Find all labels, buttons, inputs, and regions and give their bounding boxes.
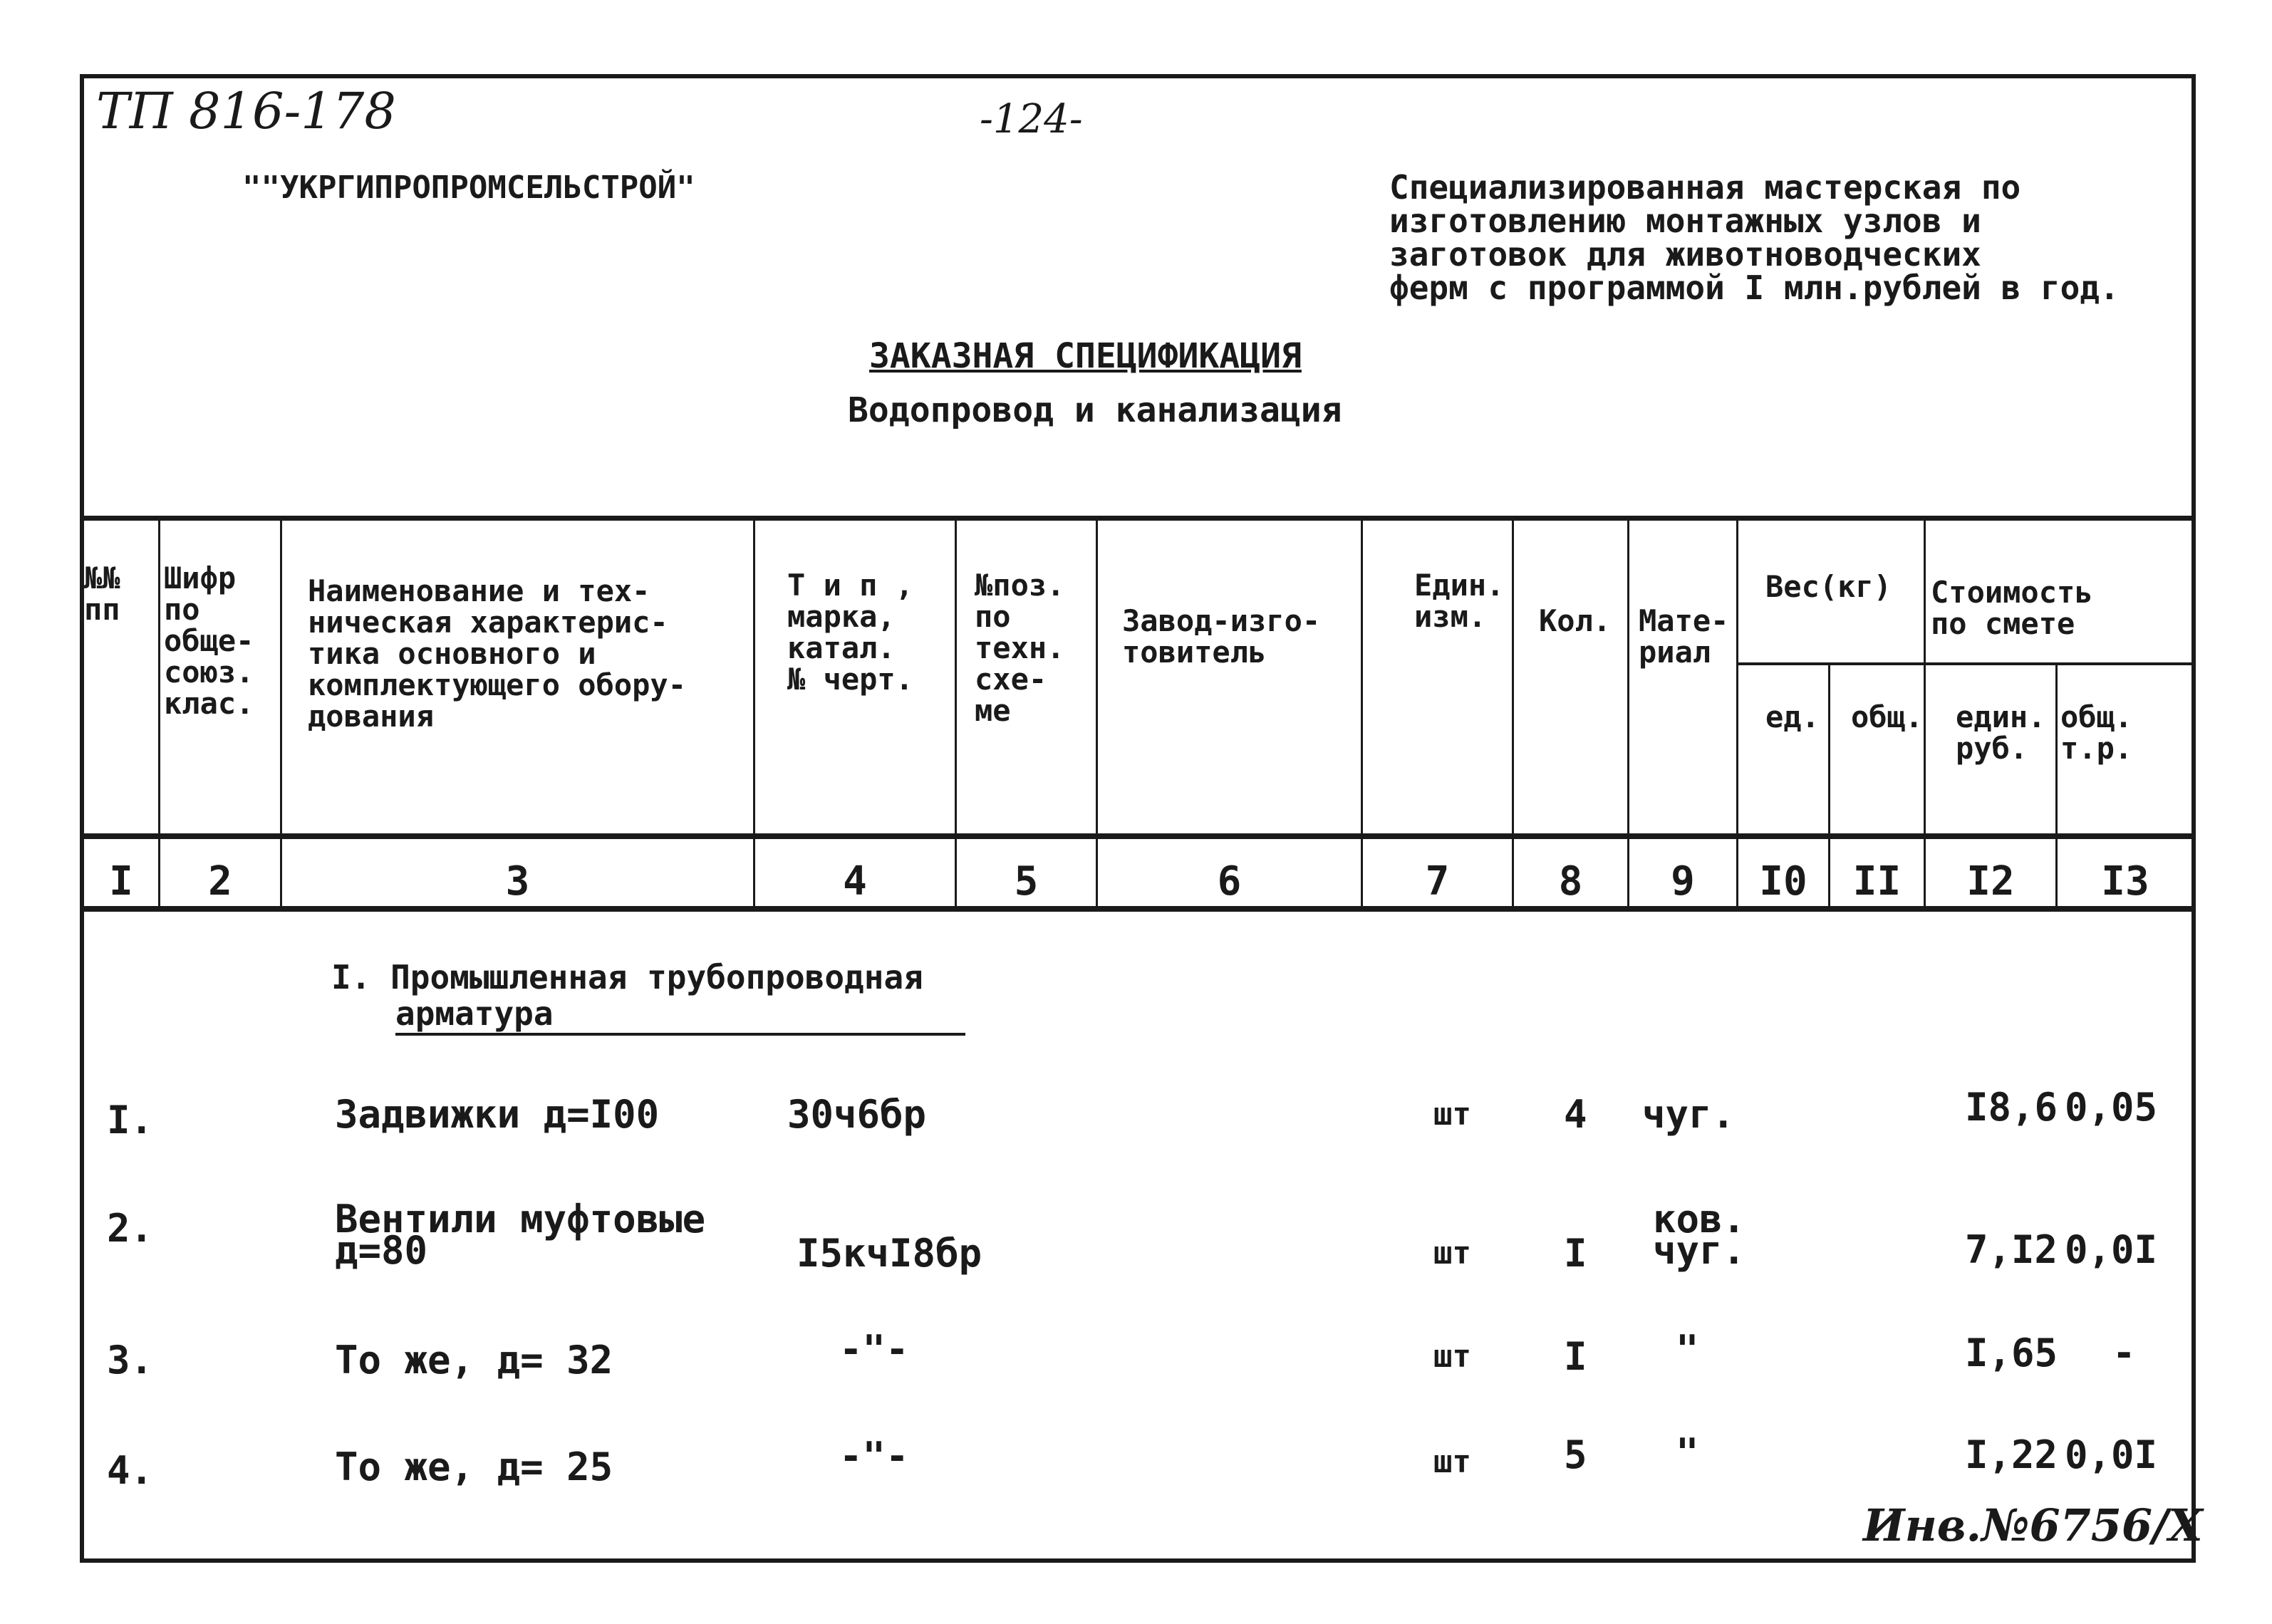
- row-type: 30ч6бр: [787, 1092, 927, 1137]
- row-name: Задвижки д=I00: [335, 1092, 660, 1137]
- row-qty: 5: [1564, 1432, 1587, 1477]
- col-number: I0: [1759, 858, 1807, 905]
- col-number: 7: [1425, 858, 1450, 905]
- row-name: То же, д= 32: [335, 1338, 613, 1383]
- col-divider: [158, 519, 160, 909]
- organization: ""УКРГИПРОПРОМСЕЛЬСТРОЙ": [242, 170, 695, 206]
- col-divider: [1512, 519, 1514, 909]
- col-divider: [1096, 519, 1098, 909]
- col-divider: [280, 519, 282, 909]
- col-divider: [753, 519, 755, 909]
- header-type: Т и п , марка, катал. № черт.: [787, 568, 914, 697]
- col-number: 6: [1217, 858, 1242, 905]
- row-material: ": [1676, 1430, 1699, 1475]
- header-weight-unit: ед.: [1765, 699, 1820, 734]
- row-cost-total: 0,05: [2065, 1085, 2158, 1130]
- page-number: -124-: [980, 96, 1083, 142]
- row-type: -"-: [839, 1434, 909, 1479]
- row-cost-unit: I8,6: [1965, 1085, 2058, 1130]
- spec-subtitle: Водопровод и канализация: [848, 390, 1342, 430]
- col-number: 2: [208, 858, 232, 905]
- row-cost-total: -: [2112, 1331, 2136, 1375]
- row-material: ": [1676, 1327, 1699, 1372]
- header-num: №№ пп: [84, 561, 120, 627]
- col-number: 5: [1014, 858, 1039, 905]
- row-unit: шт: [1433, 1444, 1471, 1480]
- row-unit: шт: [1433, 1235, 1471, 1271]
- header-bottom-rule: [80, 833, 2196, 839]
- row-unit: шт: [1433, 1338, 1471, 1375]
- col-number: I3: [2101, 858, 2149, 905]
- col-number: 9: [1671, 858, 1695, 905]
- col-divider: [1924, 519, 1926, 909]
- header-weight: Вес(кг): [1765, 569, 1892, 604]
- row-num: I.: [107, 1098, 154, 1142]
- col-divider: [955, 519, 957, 909]
- inventory-number: Инв.№6756/X: [1863, 1499, 2203, 1551]
- header-position: №поз. по техн. схе- ме: [975, 568, 1065, 728]
- col-number: 3: [505, 858, 530, 905]
- header-qty: Кол.: [1539, 603, 1612, 638]
- col-number: I: [109, 858, 133, 905]
- row-cost-unit: I,65: [1965, 1331, 2058, 1375]
- row-cost-total: 0,0I: [2065, 1432, 2158, 1477]
- row-type: -"-: [839, 1327, 909, 1372]
- row-num: 4.: [107, 1448, 154, 1493]
- spec-title: ЗАКАЗНАЯ СПЕЦИФИКАЦИЯ: [869, 336, 1302, 376]
- row-num: 2.: [107, 1206, 154, 1251]
- header-cost-total: общ. т.р.: [2060, 699, 2133, 766]
- header-code: Шифр по обще- союз. клас.: [164, 561, 254, 721]
- col-divider: [1736, 519, 1738, 909]
- row-cost-unit: 7,I2: [1965, 1227, 2058, 1272]
- col-divider: [1627, 519, 1629, 909]
- row-name: То же, д= 25: [335, 1445, 613, 1489]
- project-description: Специализированная мастерская по изготовлению монтажных узлов и заготовок для животноводческих ферм с программой I млн.рублей в год.: [1389, 168, 2120, 307]
- header-material: Мате- риал: [1639, 603, 1729, 670]
- row-cost-unit: I,22: [1965, 1432, 2058, 1477]
- row-qty: 4: [1564, 1092, 1587, 1137]
- table-top-rule: [80, 516, 2196, 521]
- row-num: 3.: [107, 1338, 154, 1383]
- row-name: Вентили муфтовые д=80: [335, 1197, 706, 1273]
- section-title-continued: арматура: [395, 994, 554, 1033]
- col-number: 4: [843, 858, 867, 905]
- subheader-rule: [1736, 662, 2196, 665]
- row-unit: шт: [1433, 1096, 1471, 1133]
- section-title: I. Промышленная трубопроводная: [331, 958, 923, 996]
- header-cost: Стоимость по смете: [1931, 575, 2093, 641]
- header-name: Наименование и тех- ническая характерис- тика основного и комплектующего обору- дования: [308, 573, 687, 734]
- row-cost-total: 0,0I: [2065, 1227, 2158, 1272]
- section-underline: [395, 1033, 965, 1036]
- row-qty: I: [1564, 1334, 1587, 1379]
- header-manufacturer: Завод-изго- товитель: [1122, 603, 1321, 670]
- row-material: ков. чуг.: [1653, 1197, 1746, 1273]
- header-weight-total: общ.: [1851, 699, 1924, 734]
- header-unit: Един. изм.: [1414, 568, 1505, 634]
- col-number: 8: [1558, 858, 1583, 905]
- row-material: чуг.: [1642, 1092, 1736, 1137]
- col-divider: [1361, 519, 1363, 909]
- doc-code: ТП 816-178: [96, 82, 396, 140]
- col-number: I2: [1966, 858, 2015, 905]
- colnum-bottom-rule: [80, 906, 2196, 912]
- row-qty: I: [1564, 1231, 1587, 1276]
- header-cost-unit: един. руб.: [1956, 699, 2046, 766]
- col-number: II: [1852, 858, 1902, 905]
- row-type: I5кчI8бр: [797, 1231, 982, 1276]
